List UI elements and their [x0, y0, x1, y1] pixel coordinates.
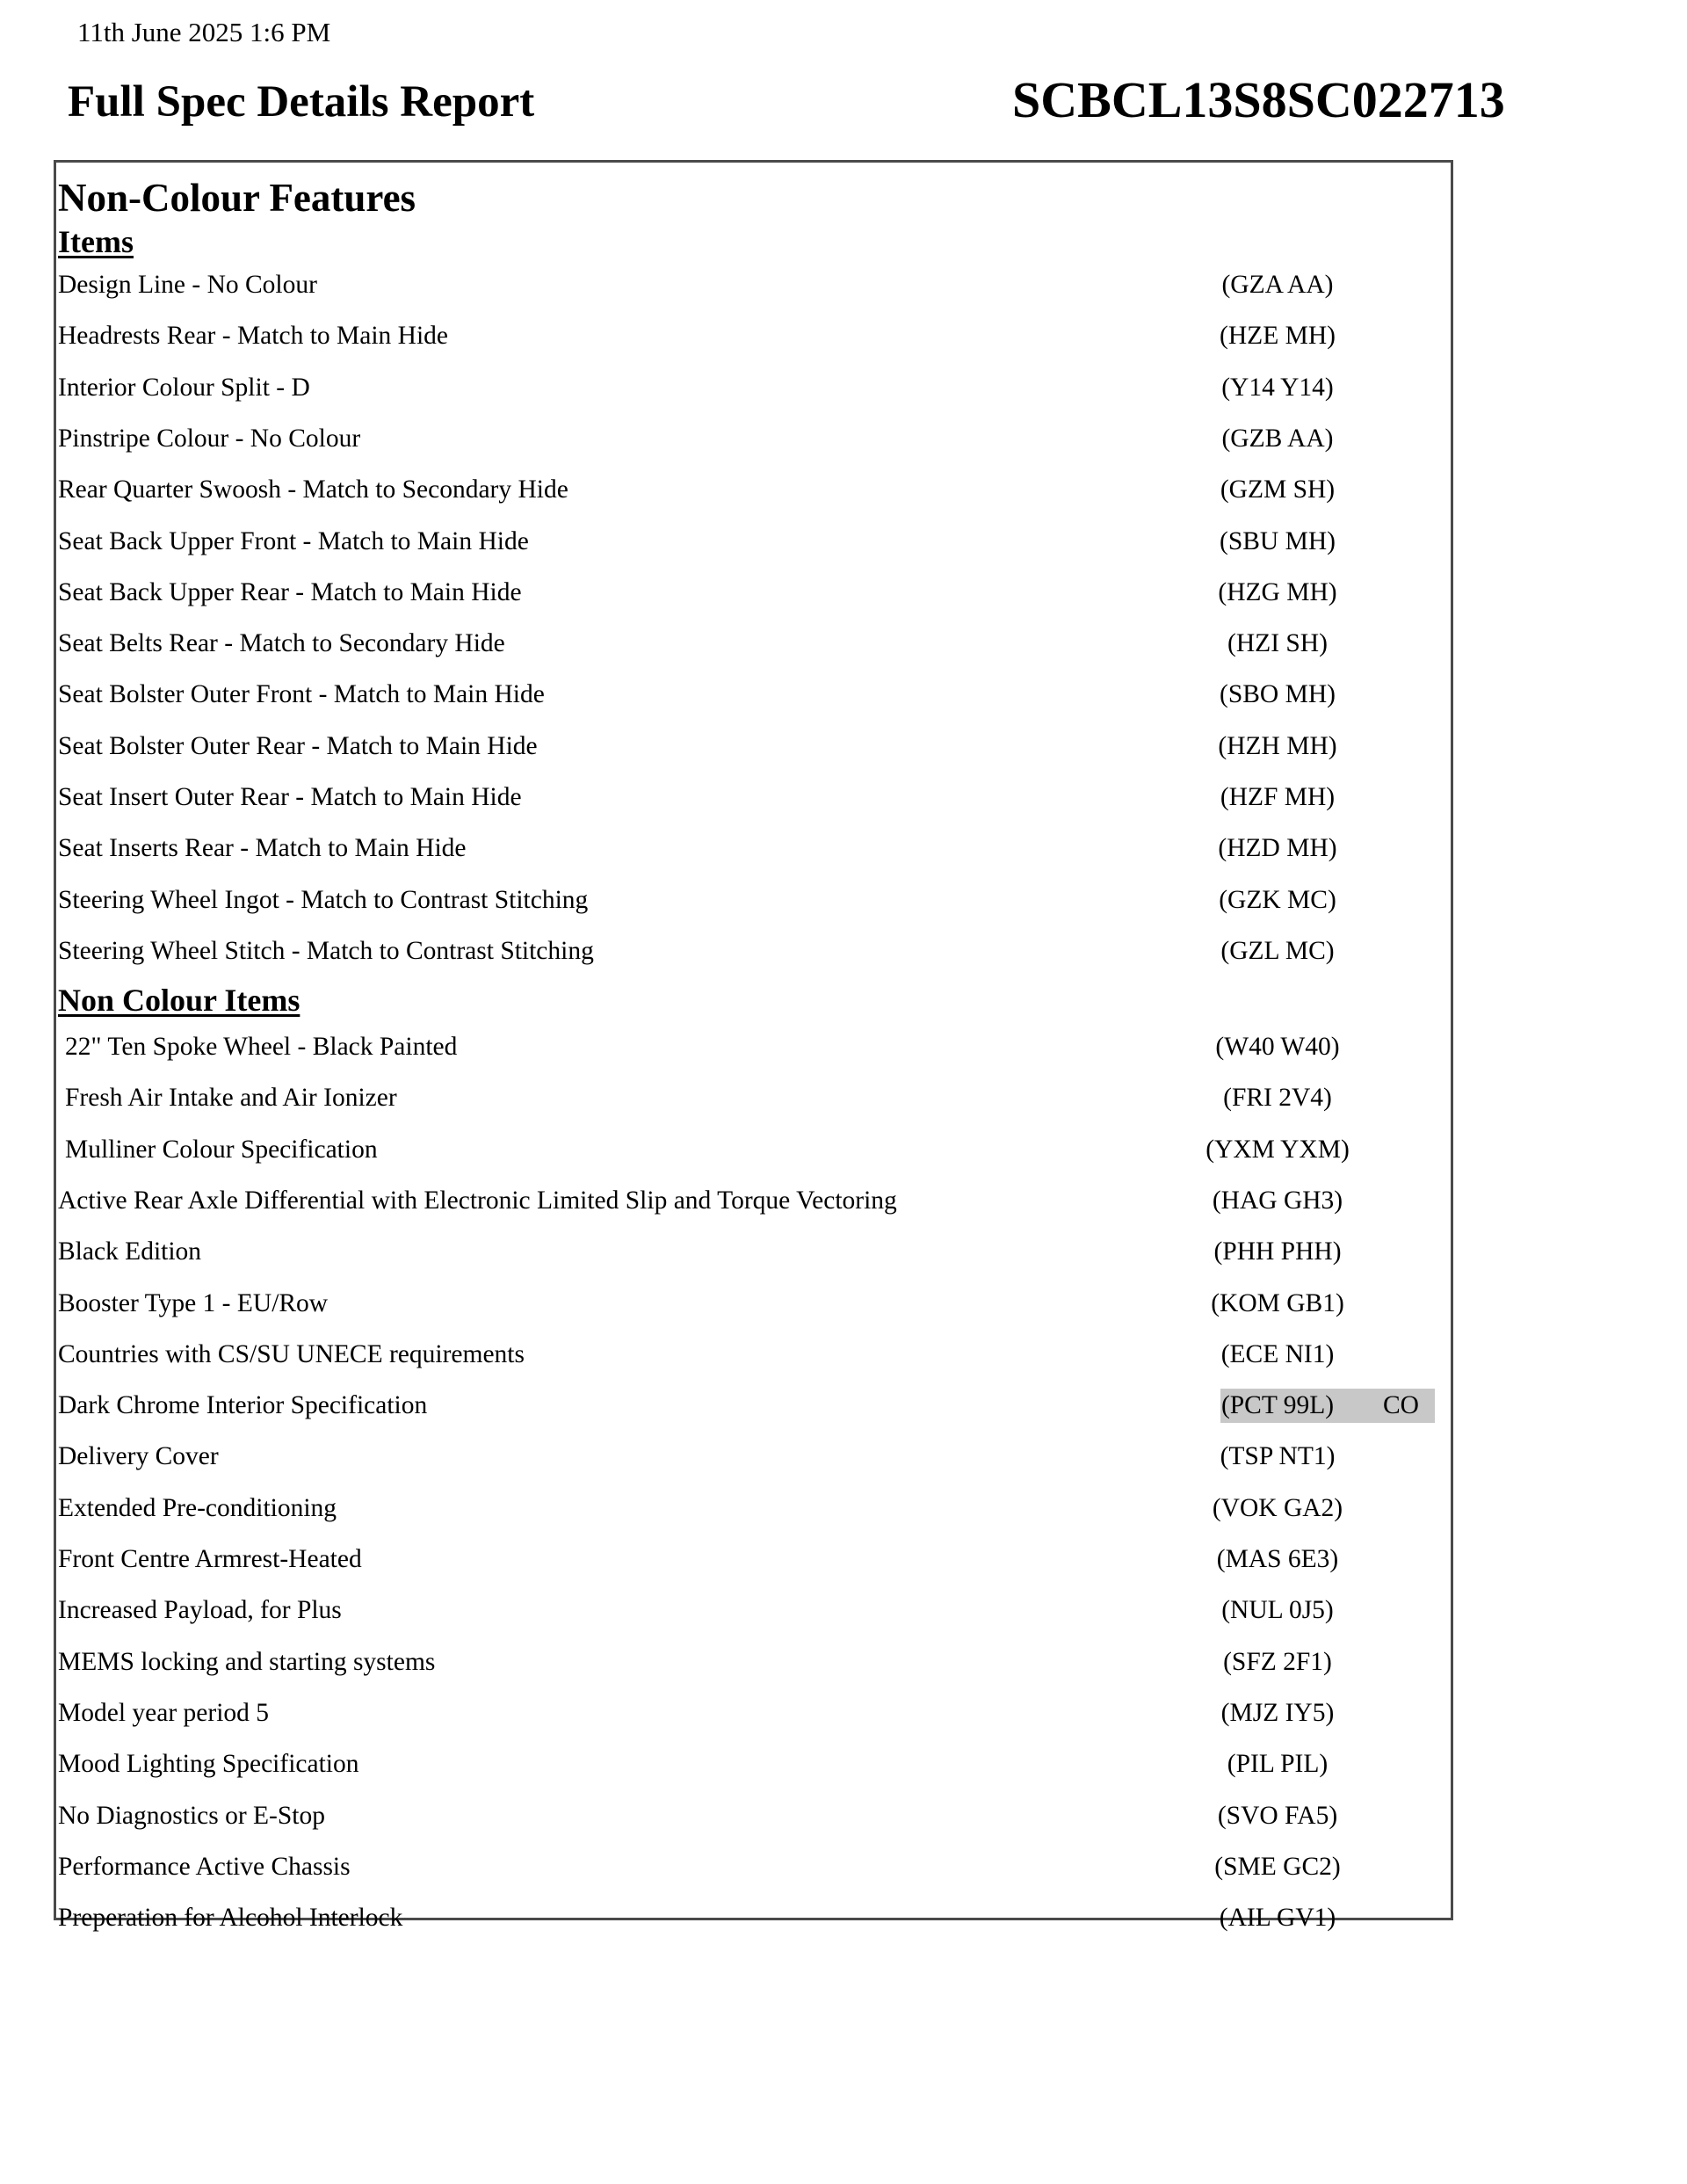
feature-code: (NUL 0J5) [1221, 1596, 1334, 1625]
feature-code: (AIL GV1) [1219, 1904, 1336, 1933]
item-row [56, 874, 1451, 925]
feature-name: Seat Back Upper Front - Match to Main Hide [58, 526, 529, 555]
feature-code: (PIL PIL) [1227, 1750, 1329, 1779]
feature-name: Pinstripe Colour - No Colour [58, 424, 361, 453]
non-colour-item-row [56, 1380, 1451, 1431]
feature-name: Dark Chrome Interior Specification [58, 1391, 428, 1420]
report-title: Full Spec Details Report [68, 77, 535, 127]
feature-code: (VOK GA2) [1212, 1493, 1343, 1522]
item-row [56, 772, 1451, 823]
item-row [56, 925, 1451, 976]
non-colour-item-row [56, 1534, 1451, 1585]
feature-name: Extended Pre-conditioning [58, 1493, 337, 1522]
feature-name: Seat Bolster Outer Front - Match to Main Hide [58, 680, 545, 709]
feature-code: (PCT 99L) [1220, 1391, 1335, 1420]
item-row [56, 516, 1451, 567]
feature-code: (KOM GB1) [1211, 1288, 1344, 1317]
non-colour-item-row [56, 1585, 1451, 1636]
feature-code: (GZB AA) [1221, 424, 1334, 453]
feature-code: (HZH MH) [1218, 731, 1337, 760]
feature-name: Preperation for Alcohol Interlock [58, 1904, 403, 1933]
items-heading: Items [58, 224, 134, 259]
feature-name: Mulliner Colour Specification [65, 1135, 378, 1164]
non-colour-item-row [56, 1738, 1451, 1789]
feature-code: (MAS 6E3) [1216, 1545, 1339, 1573]
non-colour-item-row [56, 1790, 1451, 1841]
item-row [56, 618, 1451, 669]
feature-code: (SBU MH) [1220, 526, 1336, 555]
feature-name: Steering Wheel Stitch - Match to Contrast Stitching [58, 936, 594, 965]
non-colour-item-row [56, 1278, 1451, 1329]
item-row [56, 413, 1451, 464]
non-colour-item-row [56, 1431, 1451, 1482]
item-row [56, 823, 1451, 874]
feature-code: (SBO MH) [1220, 680, 1336, 709]
feature-code: (HZG MH) [1218, 577, 1337, 606]
feature-name: Steering Wheel Ingot - Match to Contrast Stitching [58, 885, 589, 914]
feature-name: Seat Bolster Outer Rear - Match to Main Hide [58, 731, 538, 760]
non-colour-item-row [56, 1226, 1451, 1277]
non-colour-item-row [56, 1636, 1451, 1687]
non-colour-item-row [56, 1329, 1451, 1380]
feature-code: (SFZ 2F1) [1223, 1647, 1332, 1676]
feature-name: Interior Colour Split - D [58, 373, 310, 402]
non-colour-item-row [56, 1483, 1451, 1534]
non-colour-item-row [56, 1072, 1451, 1123]
feature-code: (ECE NI1) [1220, 1339, 1335, 1368]
feature-name: MEMS locking and starting systems [58, 1647, 436, 1676]
feature-name: Seat Back Upper Rear - Match to Main Hide [58, 577, 522, 606]
feature-name: No Diagnostics or E-Stop [58, 1801, 325, 1830]
feature-name: Active Rear Axle Differential with Electronic Limited Slip and Torque Vectoring [58, 1186, 897, 1215]
feature-name: Headrests Rear - Match to Main Hide [58, 322, 448, 351]
feature-name: Mood Lighting Specification [58, 1750, 359, 1779]
feature-name: 22" Ten Spoke Wheel - Black Painted [65, 1033, 458, 1061]
feature-code: (TSP NT1) [1220, 1442, 1336, 1471]
feature-code: (YXM YXM) [1206, 1135, 1350, 1164]
feature-code: (GZA AA) [1221, 271, 1334, 299]
feature-code: (GZM SH) [1220, 475, 1336, 504]
non-colour-items-heading: Non Colour Items [58, 983, 300, 1018]
item-row [56, 362, 1451, 413]
feature-name: Performance Active Chassis [58, 1852, 351, 1881]
feature-name: Model year period 5 [58, 1698, 270, 1727]
item-row [56, 259, 1451, 310]
non-colour-item-row [56, 1175, 1451, 1226]
item-row [56, 567, 1451, 618]
item-row [56, 669, 1451, 720]
feature-code: (MJZ IY5) [1220, 1698, 1335, 1727]
feature-code: (HAG GH3) [1212, 1186, 1343, 1215]
feature-name: Countries with CS/SU UNECE requirements [58, 1339, 525, 1368]
item-row [56, 721, 1451, 772]
feature-name: Front Centre Armrest-Heated [58, 1545, 362, 1573]
vehicle-vin: SCBCL13S8SC022713 [1012, 71, 1505, 128]
feature-code: (W40 W40) [1215, 1033, 1340, 1061]
feature-code: (HZF MH) [1220, 783, 1336, 811]
item-row [56, 310, 1451, 361]
feature-code: (FRI 2V4) [1223, 1084, 1332, 1113]
report-timestamp: 11th June 2025 1:6 PM [77, 17, 331, 47]
feature-code: (HZE MH) [1220, 322, 1336, 351]
feature-name: Seat Inserts Rear - Match to Main Hide [58, 834, 467, 863]
feature-name: Seat Insert Outer Rear - Match to Main Hide [58, 783, 522, 811]
non-colour-item-row [56, 1687, 1451, 1738]
feature-code: (HZD MH) [1218, 834, 1337, 863]
feature-name: Rear Quarter Swoosh - Match to Secondary Hide [58, 475, 568, 504]
feature-code: (HZI SH) [1227, 629, 1328, 658]
feature-code: (SME GC2) [1214, 1852, 1341, 1881]
non-colour-item-row [56, 1892, 1451, 1943]
feature-name: Black Edition [58, 1237, 202, 1266]
feature-name: Fresh Air Intake and Air Ionizer [65, 1084, 397, 1113]
non-colour-item-row [56, 1841, 1451, 1892]
section-title: Non-Colour Features [58, 176, 416, 220]
feature-name: Delivery Cover [58, 1442, 219, 1471]
feature-name: Design Line - No Colour [58, 271, 317, 299]
feature-code: (GZL MC) [1220, 936, 1335, 965]
feature-name: Increased Payload, for Plus [58, 1596, 342, 1625]
feature-name: Seat Belts Rear - Match to Secondary Hide [58, 629, 505, 658]
non-colour-item-row [56, 1021, 1451, 1072]
feature-name: Booster Type 1 - EU/Row [58, 1288, 329, 1317]
feature-flag: CO [1383, 1391, 1419, 1420]
feature-code: (PHH PHH) [1213, 1237, 1342, 1266]
feature-code: (GZK MC) [1219, 885, 1336, 914]
item-row [56, 464, 1451, 515]
non-colour-item-row [56, 1124, 1451, 1175]
spec-box [54, 160, 1453, 1933]
feature-code: (Y14 Y14) [1221, 373, 1334, 402]
feature-code: (SVO FA5) [1217, 1801, 1338, 1830]
